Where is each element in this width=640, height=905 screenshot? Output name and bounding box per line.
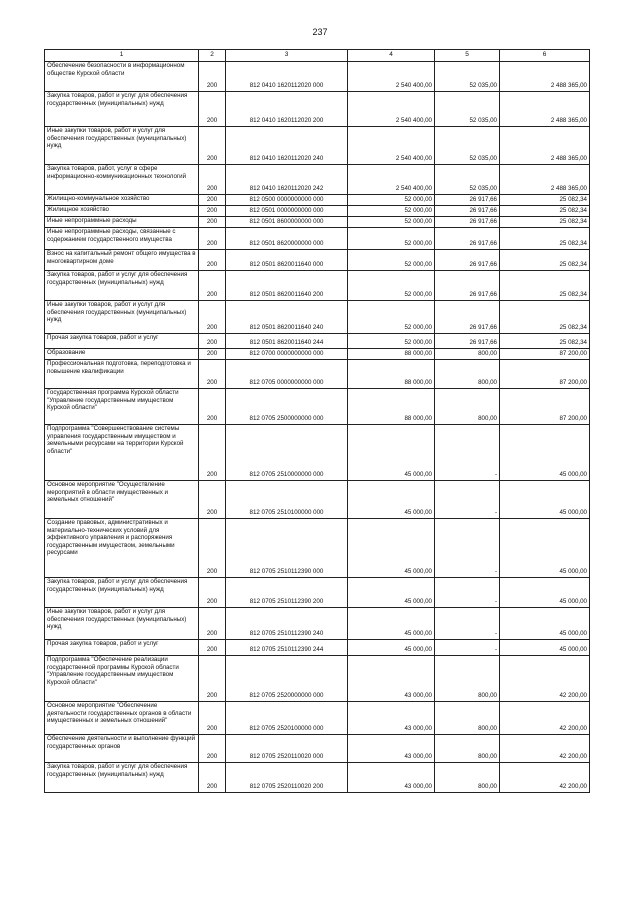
row-column-2: 200 — [199, 250, 226, 271]
row-column-2: 200 — [199, 640, 226, 656]
value-column-5: 52 035,00 — [435, 127, 500, 165]
row-name: Жилищное хозяйство — [45, 206, 199, 217]
budget-code: 812 0501 8600000000 000 — [226, 217, 348, 228]
value-column-5: 800,00 — [435, 389, 500, 425]
value-column-4: 2 540 400,00 — [348, 165, 435, 195]
row-name: Закупка товаров, работ и услуг для обеспечения государственных (муниципальных) нужд — [45, 92, 199, 127]
row-name: Обеспечение деятельности и выполнение функций государственных органов — [45, 735, 199, 763]
value-column-4: 43 000,00 — [348, 763, 435, 793]
value-column-4: 52 000,00 — [348, 271, 435, 301]
row-column-2: 200 — [199, 349, 226, 360]
value-column-5: 800,00 — [435, 349, 500, 360]
row-name: Иные непрограммные расходы, связанные с содержанием государственного имущества — [45, 228, 199, 250]
row-name: Основное мероприятие "Обеспечение деятельности государственных органов в области имущественных и земельных отношений" — [45, 702, 199, 735]
row-column-2: 200 — [199, 301, 226, 334]
table-row — [45, 763, 590, 793]
table-row — [45, 640, 590, 656]
row-column-2: 200 — [199, 228, 226, 250]
column-header: 2 — [199, 50, 226, 62]
value-column-6: 2 488 365,00 — [500, 127, 590, 165]
table-row — [45, 228, 590, 250]
value-column-4: 45 000,00 — [348, 578, 435, 608]
row-name: Иные закупки товаров, работ и услуг для обеспечения государственных (муниципальных) нужд — [45, 301, 199, 334]
row-name: Взнос на капитальный ремонт общего имущества в многоквартирном доме — [45, 250, 199, 271]
row-column-2: 200 — [199, 165, 226, 195]
row-column-2: 200 — [199, 217, 226, 228]
budget-code: 812 0501 8620011640 244 — [226, 334, 348, 349]
value-column-6: 87 200,00 — [500, 360, 590, 389]
value-column-6: 42 200,00 — [500, 735, 590, 763]
row-name: Образование — [45, 349, 199, 360]
value-column-5: 26 917,66 — [435, 195, 500, 206]
value-column-4: 2 540 400,00 — [348, 62, 435, 92]
table-row — [45, 608, 590, 640]
table-row — [45, 165, 590, 195]
row-column-2: 200 — [199, 735, 226, 763]
budget-code: 812 0501 0000000000 000 — [226, 206, 348, 217]
row-column-2: 200 — [199, 389, 226, 425]
value-column-5: 800,00 — [435, 656, 500, 702]
row-name: Закупка товаров, работ, услуг в сфере информационно-коммуникационных технологий — [45, 165, 199, 195]
value-column-6: 25 082,34 — [500, 206, 590, 217]
row-name: Иные непрограммные расходы — [45, 217, 199, 228]
value-column-4: 2 540 400,00 — [348, 127, 435, 165]
row-name: Профессиональная подготовка, переподготовка и повышение квалификации — [45, 360, 199, 389]
table-row — [45, 735, 590, 763]
value-column-4: 45 000,00 — [348, 481, 435, 519]
budget-code: 812 0705 2510112390 200 — [226, 578, 348, 608]
value-column-6: 2 488 365,00 — [500, 92, 590, 127]
row-column-2: 200 — [199, 702, 226, 735]
column-header: 1 — [45, 50, 199, 62]
value-column-5: - — [435, 519, 500, 578]
table-row — [45, 127, 590, 165]
budget-code: 812 0705 2510112390 240 — [226, 608, 348, 640]
budget-code: 812 0705 2520000000 000 — [226, 656, 348, 702]
row-name: Прочая закупка товаров, работ и услуг — [45, 334, 199, 349]
table-row — [45, 92, 590, 127]
row-name: Подпрограмма "Совершенствование системы управления государственным имуществом и земельными ресурсами на территории Курской области" — [45, 425, 199, 481]
budget-code: 812 0501 8620011640 000 — [226, 250, 348, 271]
row-column-2: 200 — [199, 271, 226, 301]
table-row — [45, 206, 590, 217]
row-name: Закупка товаров, работ и услуг для обеспечения государственных (муниципальных) нужд — [45, 271, 199, 301]
value-column-6: 25 082,34 — [500, 228, 590, 250]
column-header: 3 — [226, 50, 348, 62]
budget-code: 812 0705 0000000000 000 — [226, 360, 348, 389]
value-column-5: 26 917,66 — [435, 271, 500, 301]
row-column-2: 200 — [199, 425, 226, 481]
value-column-5: 800,00 — [435, 360, 500, 389]
table-row — [45, 271, 590, 301]
value-column-5: - — [435, 578, 500, 608]
row-name: Подпрограмма "Обеспечение реализации государственной программы Курской области "Управление государственным имуществом Курской области" — [45, 656, 199, 702]
value-column-5: 26 917,66 — [435, 228, 500, 250]
row-column-2: 200 — [199, 62, 226, 92]
row-name: Жилищно-коммунальное хозяйство — [45, 195, 199, 206]
value-column-4: 43 000,00 — [348, 656, 435, 702]
table-row — [45, 425, 590, 481]
value-column-6: 42 200,00 — [500, 702, 590, 735]
value-column-6: 45 000,00 — [500, 425, 590, 481]
table-row — [45, 217, 590, 228]
value-column-5: 52 035,00 — [435, 165, 500, 195]
value-column-4: 52 000,00 — [348, 217, 435, 228]
budget-code: 812 0410 1620112020 200 — [226, 92, 348, 127]
row-column-2: 200 — [199, 127, 226, 165]
budget-code: 812 0705 2510112390 000 — [226, 519, 348, 578]
budget-code: 812 0705 2520110020 200 — [226, 763, 348, 793]
row-column-2: 200 — [199, 481, 226, 519]
value-column-5: 26 917,66 — [435, 217, 500, 228]
value-column-4: 52 000,00 — [348, 301, 435, 334]
value-column-5: - — [435, 481, 500, 519]
value-column-5: - — [435, 425, 500, 481]
value-column-5: 800,00 — [435, 735, 500, 763]
table-row — [45, 481, 590, 519]
row-column-2: 200 — [199, 519, 226, 578]
budget-code: 812 0705 2520110020 000 — [226, 735, 348, 763]
table-row — [45, 334, 590, 349]
value-column-6: 87 200,00 — [500, 389, 590, 425]
row-name: Основное мероприятие "Осуществление мероприятий в области имущественных и земельных отношений" — [45, 481, 199, 519]
row-column-2: 200 — [199, 656, 226, 702]
row-name: Обеспечение безопасности в информационном обществе Курской области — [45, 62, 199, 92]
row-column-2: 200 — [199, 608, 226, 640]
row-name: Создание правовых, административных и материально-технических условий для эффективного управления и распоряжения государственным имуществом, земельными ресурсами — [45, 519, 199, 578]
value-column-6: 42 200,00 — [500, 656, 590, 702]
value-column-4: 52 000,00 — [348, 195, 435, 206]
table-row — [45, 62, 590, 92]
budget-code: 812 0705 2510112390 244 — [226, 640, 348, 656]
row-column-2: 200 — [199, 360, 226, 389]
row-column-2: 200 — [199, 206, 226, 217]
budget-code: 812 0501 8620011640 240 — [226, 301, 348, 334]
table-row — [45, 349, 590, 360]
table-header-row — [45, 50, 590, 62]
value-column-4: 43 000,00 — [348, 702, 435, 735]
value-column-6: 25 082,34 — [500, 195, 590, 206]
row-name: Прочая закупка товаров, работ и услуг — [45, 640, 199, 656]
budget-code: 812 0501 8620000000 000 — [226, 228, 348, 250]
column-header: 4 — [348, 50, 435, 62]
value-column-4: 88 000,00 — [348, 349, 435, 360]
value-column-6: 25 082,34 — [500, 334, 590, 349]
table-row — [45, 702, 590, 735]
value-column-4: 45 000,00 — [348, 425, 435, 481]
value-column-6: 87 200,00 — [500, 349, 590, 360]
table-row — [45, 519, 590, 578]
value-column-6: 45 000,00 — [500, 481, 590, 519]
row-column-2: 200 — [199, 195, 226, 206]
value-column-6: 25 082,34 — [500, 217, 590, 228]
value-column-5: 52 035,00 — [435, 62, 500, 92]
value-column-6: 45 000,00 — [500, 519, 590, 578]
value-column-4: 52 000,00 — [348, 228, 435, 250]
value-column-5: 26 917,66 — [435, 206, 500, 217]
row-column-2: 200 — [199, 334, 226, 349]
page-number: 237 — [312, 27, 328, 37]
value-column-4: 52 000,00 — [348, 250, 435, 271]
value-column-4: 45 000,00 — [348, 640, 435, 656]
budget-code: 812 0705 2510100000 000 — [226, 481, 348, 519]
table-row — [45, 250, 590, 271]
row-column-2: 200 — [199, 92, 226, 127]
value-column-5: - — [435, 640, 500, 656]
column-header: 5 — [435, 50, 500, 62]
budget-code: 812 0705 2510000000 000 — [226, 425, 348, 481]
value-column-5: - — [435, 608, 500, 640]
row-name: Иные закупки товаров, работ и услуг для обеспечения государственных (муниципальных) нужд — [45, 127, 199, 165]
row-name: Закупка товаров, работ и услуг для обеспечения государственных (муниципальных) нужд — [45, 763, 199, 793]
budget-code: 812 0410 1620112020 242 — [226, 165, 348, 195]
value-column-5: 800,00 — [435, 702, 500, 735]
budget-code: 812 0501 8620011640 200 — [226, 271, 348, 301]
value-column-6: 2 488 365,00 — [500, 165, 590, 195]
budget-code: 812 0410 1620112020 240 — [226, 127, 348, 165]
value-column-5: 26 917,66 — [435, 250, 500, 271]
budget-code: 812 0705 2500000000 000 — [226, 389, 348, 425]
row-column-2: 200 — [199, 578, 226, 608]
table-row — [45, 360, 590, 389]
column-header: 6 — [500, 50, 590, 62]
value-column-4: 88 000,00 — [348, 389, 435, 425]
value-column-6: 45 000,00 — [500, 640, 590, 656]
value-column-5: 26 917,66 — [435, 301, 500, 334]
row-name: Иные закупки товаров, работ и услуг для обеспечения государственных (муниципальных) нужд — [45, 608, 199, 640]
value-column-4: 52 000,00 — [348, 334, 435, 349]
budget-code: 812 0500 0000000000 000 — [226, 195, 348, 206]
table-row — [45, 301, 590, 334]
value-column-6: 25 082,34 — [500, 301, 590, 334]
row-name: Государственная программа Курской области "Управление государственным имуществом Курской области" — [45, 389, 199, 425]
value-column-5: 800,00 — [435, 763, 500, 793]
table-row — [45, 195, 590, 206]
value-column-4: 2 540 400,00 — [348, 92, 435, 127]
value-column-6: 45 000,00 — [500, 578, 590, 608]
value-column-6: 2 488 365,00 — [500, 62, 590, 92]
row-column-2: 200 — [199, 763, 226, 793]
value-column-6: 25 082,34 — [500, 250, 590, 271]
value-column-4: 88 000,00 — [348, 360, 435, 389]
budget-code: 812 0410 1620112020 000 — [226, 62, 348, 92]
table-row — [45, 578, 590, 608]
value-column-6: 25 082,34 — [500, 271, 590, 301]
value-column-6: 42 200,00 — [500, 763, 590, 793]
value-column-5: 52 035,00 — [435, 92, 500, 127]
value-column-4: 43 000,00 — [348, 735, 435, 763]
value-column-4: 52 000,00 — [348, 206, 435, 217]
value-column-4: 45 000,00 — [348, 519, 435, 578]
budget-code: 812 0705 2520100000 000 — [226, 702, 348, 735]
budget-code: 812 0700 0000000000 000 — [226, 349, 348, 360]
table-row — [45, 656, 590, 702]
value-column-5: 26 917,66 — [435, 334, 500, 349]
row-name: Закупка товаров, работ и услуг для обеспечения государственных (муниципальных) нужд — [45, 578, 199, 608]
budget-table — [44, 49, 590, 793]
table-row — [45, 389, 590, 425]
value-column-4: 45 000,00 — [348, 608, 435, 640]
value-column-6: 45 000,00 — [500, 608, 590, 640]
